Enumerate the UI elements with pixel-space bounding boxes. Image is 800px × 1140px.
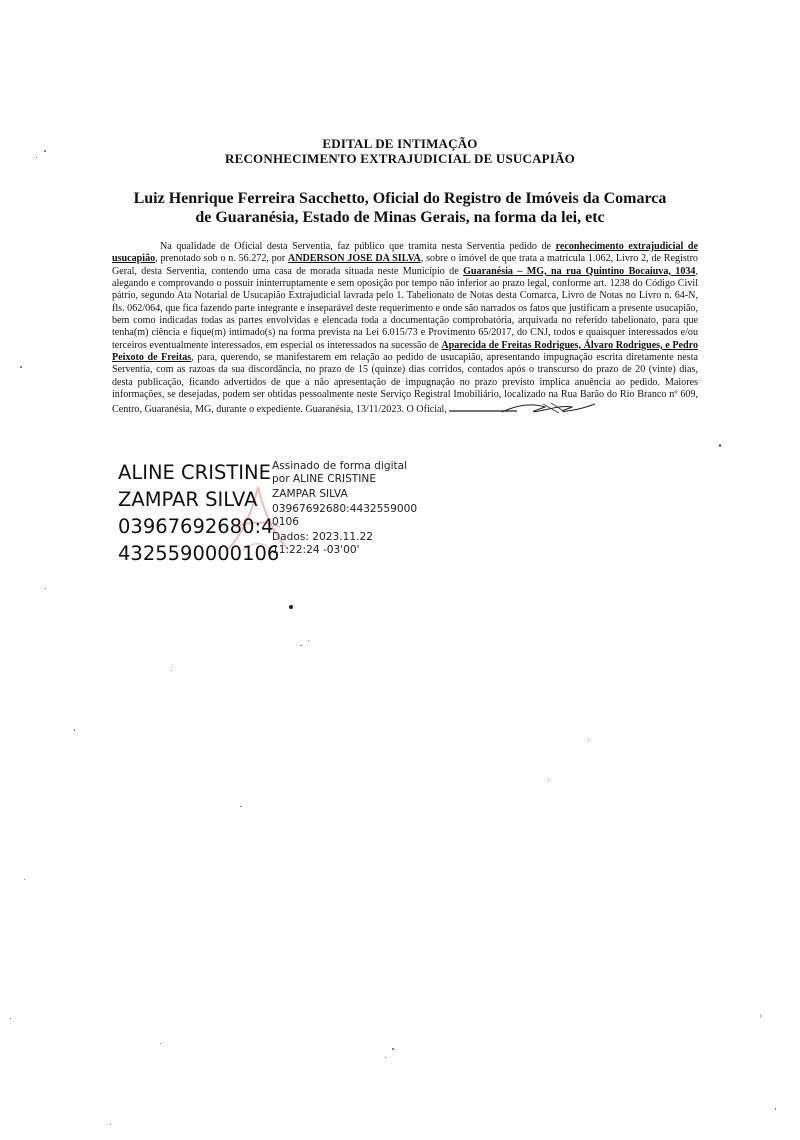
body-segment-2: , prenotado sob o n. 56.272, por — [155, 253, 288, 265]
signature-detail-line-4: 03967692680:4432559000 — [272, 503, 418, 515]
signature-detail-line-7: 11:22:24 -03'00' — [272, 544, 360, 556]
body-emphasis-procedure: reconhecimento extrajudicial de usucapião — [112, 241, 698, 265]
edital-body — [112, 241, 698, 417]
scan-speck — [392, 1048, 394, 1050]
scan-speck — [24, 879, 25, 880]
body-emphasis-applicant: ANDERSON JOSE DA SILVA — [287, 253, 421, 265]
signature-detail-line-2: por ALINE CRISTINE — [272, 473, 377, 485]
scan-speck — [171, 670, 172, 671]
scan-speck — [10, 1018, 11, 1019]
signer-name-line-4: 4325590000106 — [118, 542, 280, 565]
scan-speck — [289, 605, 293, 609]
handwritten-signature-icon — [447, 401, 597, 415]
scan-speck — [110, 1124, 111, 1125]
scan-speck — [44, 150, 46, 152]
body-emphasis-address: Guaranésia – MG, na rua Quintino Bocaiuva, 1034 — [463, 265, 696, 277]
scan-speck — [45, 588, 46, 589]
body-emphasis-heirs: Aparecida de Freitas Rodrigues, Álvaro Rodrigues, e Pedro Peixoto de Freitas — [112, 339, 698, 364]
official-heading-line-2: de Guaranésia, Estado de Minas Gerais, na forma da lei, etc — [195, 209, 605, 226]
body-segment-5: , para, querendo, se manifestarem em relação ao pedido de usucapião, apresentando impugnação escrita diretamente nesta Serventia, com as razoas da sua discordância, no prazo de 15 (quinze) dias corridos, contados após o transcurso do prazo de 20 (vinte) dias, desta publicação, ficando advertidos de que a não apresentação de impugnação no prazo previsto implica anuência ao pedido. Maiores informações, se desejadas, podem ser obtidas pessoalmente neste Serviço Registral Imobiliário, localizado na Rua Barão do Rio Branco nº 609, Centro, Guaranésia, MG, durante o expediente. Guaranésia, 13/11/2023. O Oficial, — [112, 352, 698, 416]
scan-speck — [308, 640, 309, 641]
scan-speck — [20, 366, 22, 368]
digital-signature-stamp — [118, 459, 448, 574]
scan-speck — [548, 780, 549, 781]
signer-name-line-1: ALINE CRISTINE — [118, 461, 271, 484]
signature-detail-line-5: 0106 — [272, 516, 299, 528]
signature-detail-line-6: Dados: 2023.11.22 — [272, 531, 373, 543]
signer-name-block — [118, 459, 279, 567]
body-segment-3: , sobre o imóvel de que trata a matrícula 1.062, Livro 2, de Registro Geral, desta Serventia, contendo uma casa de morada situada neste Município de — [112, 253, 698, 277]
scan-speck — [760, 1015, 761, 1017]
signature-details — [272, 460, 417, 557]
scan-speck — [300, 645, 302, 646]
scan-speck — [719, 444, 721, 447]
signature-detail-line-3: ZAMPAR SILVA — [272, 488, 348, 500]
scan-speck — [385, 1057, 386, 1058]
body-segment-4: , alegando e comprovando o possuir ininterruptamente e sem oposição por tempo não inferior ao prazo legal, conforme art. 1238 do Código Civil pátrio, segundo Ata Notarial de Usucapião Extrajudicial lavrada pelo 1. Tabelionato de Notas desta Comarca, Livro de Notas no Livro n. 64-N, fls. 062/064, que fica fazendo parte integrante e inseparável deste requerimento e onde são narrados os fatos que justificam a presente usucapião, bem como indicadas todas as partes envolvidas e elencada toda a documentação comprobatória, arquivada no referido tabelionato, para que tenha(m) ciência e fique(m) intimado(s) na forma prevista na Lei 6.015/73 e Provimento 65/2017, do CNJ, todos e quaisquer interessados e/ou terceiros eventualmente interessados, em especial os interessados na sucessão de — [112, 265, 698, 351]
official-heading-line-1: Luiz Henrique Ferreira Sacchetto, Oficial do Registro de Imóveis da Comarca — [133, 190, 667, 207]
scan-speck — [588, 739, 589, 740]
edital-title-line-1: EDITAL DE INTIMAÇÃO — [322, 136, 478, 151]
signer-name-line-2: ZAMPAR SILVA — [118, 488, 258, 511]
official-heading — [120, 189, 680, 227]
scan-speck — [74, 729, 75, 731]
signature-detail-line-1: Assinado de forma digital — [272, 460, 408, 472]
scan-speck — [36, 157, 37, 158]
edital-title-line-2: RECONHECIMENTO EXTRAJUDICIAL DE USUCAPIÃO — [225, 151, 575, 166]
scan-speck — [775, 1108, 776, 1110]
scan-speck — [160, 1043, 161, 1044]
signer-name-line-3: 03967692680:4 — [118, 515, 274, 538]
edital-title — [0, 136, 800, 166]
scan-speck — [240, 806, 242, 807]
body-segment-1: Na qualidade de Oficial desta Serventia, faz público que tramita nesta Serventia pedido de — [160, 241, 556, 252]
